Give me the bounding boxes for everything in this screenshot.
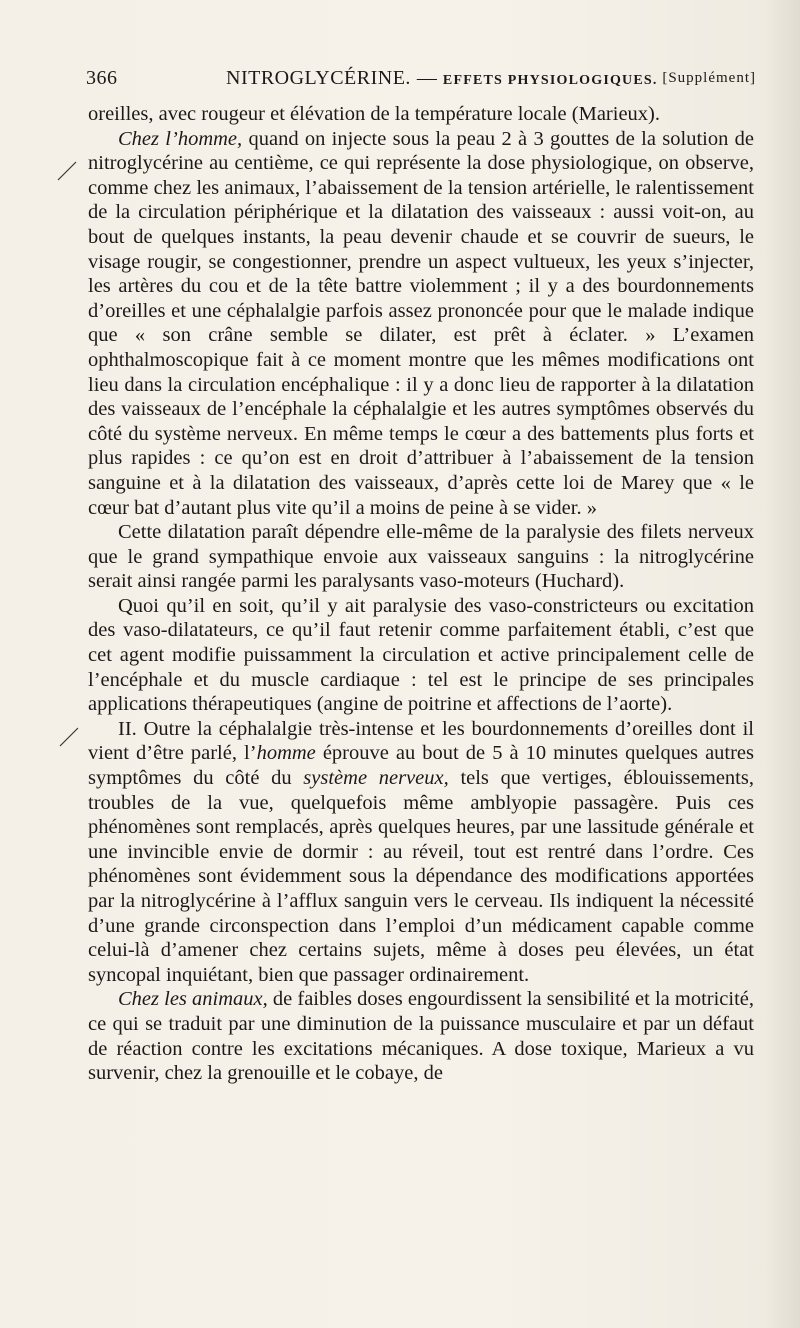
paragraph <box>88 987 754 1085</box>
running-title-main: NITROGLYCÉRINE. <box>226 67 411 89</box>
page-edge-shadow <box>764 0 800 1328</box>
paragraph-lead-italic: Chez les animaux, <box>118 988 268 1011</box>
paragraph-text-lead: II. Outre la céphalalgie très-intense et les bourdonnements d’oreilles dont il vient d’être parlé, l’ <box>88 717 754 765</box>
paragraph <box>88 717 754 988</box>
paragraph-italic-term: homme <box>256 742 316 765</box>
paragraph-italic-term: système nerveux, <box>303 767 449 790</box>
margin-pencil-mark <box>58 726 80 748</box>
margin-pencil-mark <box>56 160 78 182</box>
running-title-sub: EFFETS PHYSIOLOGIQUES. <box>442 73 658 88</box>
paragraph <box>88 127 754 521</box>
paragraph <box>88 594 754 717</box>
body-text <box>88 102 754 1086</box>
paragraph-lead-italic: Chez l’homme, <box>118 127 243 150</box>
paragraph-text: Cette dilatation paraît dépendre elle-même de la paralysie des filets nerveux que le grand sympathique envoie aux vaisseaux sanguins : la nitroglycérine serait ainsi rangée parmi les paralysants vaso-moteurs (Huchard). <box>88 521 754 593</box>
page-number: 366 <box>86 67 118 89</box>
running-title-dash: — <box>416 67 437 89</box>
paragraph-text: oreilles, avec rougeur et élévation de la température locale (Marieux). <box>88 103 661 125</box>
paragraph <box>88 102 754 127</box>
running-header <box>86 64 756 92</box>
paragraph-text: quand on injecte sous la peau 2 à 3 gouttes de la solution de nitroglycérine au centième, ce qui représente la dose physiologique, on observe, comme chez les animaux, l’abaissement de la tension artérielle, le ralentissement de la circulation périphérique et la dilatation des vaisseaux : aussi voit-on, au bout de quelques instants, la peau devenir chaude et se couvrir de sueurs, le visage rougir, se congestionner, prendre un aspect vultueux, les yeux s’injecter, les artères du cou et de la tête battre violemment ; il y a des bourdonnements d’oreilles et une céphalalgie parfois assez prononcée pour que le malade indique que « son crâne semble se dilater, est prêt à éclater. » L’examen ophthalmoscopique fait à ce moment montre que les mêmes modifications ont lieu dans la circulation encéphalique : il y a donc lieu de rapporter à la dilatation des vaisseaux de l’encéphale la céphalalgie et les autres symptômes observés du côté du système nerveux. En même temps le cœur a des battements plus forts et plus rapides : ce qu’on est en droit d’attribuer à l’abaissement de la tension sanguine et à la dilatation des vaisseaux, d’après cette loi de Marey que « le cœur bat d’autant plus vite qu’il a moins de peine à se vider. » <box>88 127 754 519</box>
paragraph-text: Quoi qu’il en soit, qu’il y ait paralysie des vaso-constricteurs ou excitation des vaso-dilatateurs, ce qu’il faut retenir comme parfaitement établi, c’est que cet agent modifie puissamment la circulation et active principalement celle de l’encéphale et du muscle cardiaque : tel est le principe de ses principales applications thérapeutiques (angine de poitrine et affections de l’aorte). <box>88 594 754 716</box>
paragraph-text: tels que vertiges, éblouissements, troubles de la vue, quelquefois même amblyopie passagère. Puis ces phénomènes sont remplacés, après quelques heures, par une lassitude générale et une invincible envie de dormir : au réveil, tout est rentré dans l’ordre. Ces phénomènes sont évidemment sous la dépendance des modifications apportées par la nitroglycérine à l’afflux sanguin vers le cerveau. Ils indiquent la nécessité d’une grande circonspection dans l’emploi d’un médicament capable comme celui-là d’amener chez certains sujets, même à doses peu élevées, un état syncopal inquiétant, bien que passager ordinairement. <box>88 767 754 986</box>
running-title <box>226 64 658 95</box>
section-tag: [Supplément] <box>662 70 756 86</box>
paragraph-text: de faibles doses engourdissent la sensibilité et la motricité, ce qui se traduit par une diminution de la puissance musculaire et par un défaut de réaction contre les excitations mécaniques. A dose toxique, Marieux a vu survenir, chez la grenouille et le cobaye, de <box>88 988 755 1085</box>
paragraph <box>88 520 754 594</box>
paragraph-text-mid: éprouve au bout de 5 à 10 minutes quelques autres symptômes du côté du <box>88 742 755 790</box>
